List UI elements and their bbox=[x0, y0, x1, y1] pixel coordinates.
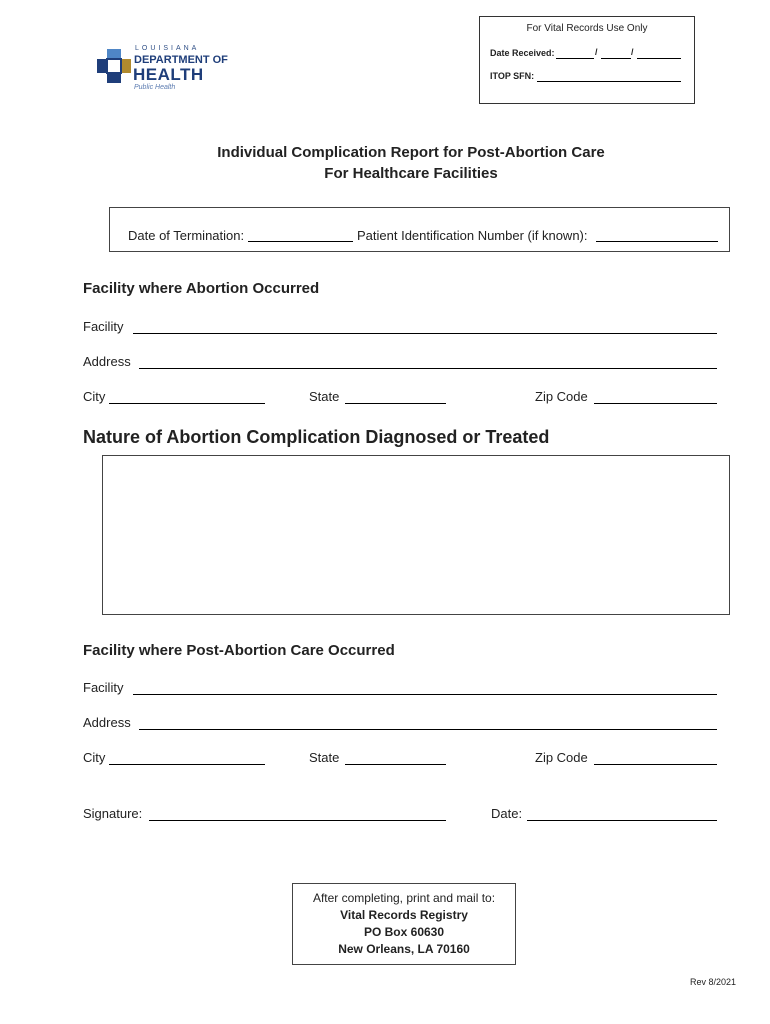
care-city-field[interactable] bbox=[109, 764, 265, 765]
city-label: City bbox=[83, 389, 106, 404]
abortion-facility-field[interactable] bbox=[133, 333, 717, 334]
care-address-field[interactable] bbox=[139, 729, 717, 730]
itop-sfn-label: ITOP SFN: bbox=[490, 71, 535, 81]
facility-label: Facility bbox=[83, 680, 124, 695]
abortion-state-field[interactable] bbox=[345, 403, 446, 404]
abortion-zip-field[interactable] bbox=[594, 403, 717, 404]
complication-textarea[interactable] bbox=[102, 455, 730, 615]
section-post-abortion-facility-heading: Facility where Post-Abortion Care Occurred bbox=[83, 642, 395, 659]
facility-label: Facility bbox=[83, 319, 124, 334]
address-label: Address bbox=[83, 715, 131, 730]
vital-records-title: For Vital Records Use Only bbox=[526, 23, 648, 34]
ldh-logo bbox=[97, 45, 237, 95]
zip-label: Zip Code bbox=[535, 389, 588, 404]
logo-text-department: DEPARTMENT OF bbox=[134, 54, 228, 66]
date-received-year-field[interactable] bbox=[637, 58, 681, 59]
abortion-city-field[interactable] bbox=[109, 403, 265, 404]
date-received-month-field[interactable] bbox=[556, 58, 594, 59]
abortion-address-field[interactable] bbox=[139, 368, 717, 369]
care-zip-field[interactable] bbox=[594, 764, 717, 765]
section-complication-heading: Nature of Abortion Complication Diagnosed or Treated bbox=[83, 427, 550, 447]
signature-label: Signature: bbox=[83, 806, 143, 821]
logo-text-public-health: Public Health bbox=[134, 84, 176, 91]
patient-id-label: Patient Identification Number (if known): bbox=[357, 228, 588, 243]
mail-city: New Orleans, LA 70160 bbox=[338, 942, 470, 956]
form-title: Individual Complication Report for Post-Abortion Care bbox=[217, 144, 605, 161]
mail-recipient: Vital Records Registry bbox=[340, 908, 468, 922]
date-of-termination-field[interactable] bbox=[248, 241, 353, 242]
logo-text-louisiana: LOUISIANA bbox=[135, 45, 200, 52]
date-separator: / bbox=[595, 47, 598, 57]
section-abortion-facility-heading: Facility where Abortion Occurred bbox=[83, 280, 320, 297]
care-state-field[interactable] bbox=[345, 764, 446, 765]
city-label: City bbox=[83, 750, 106, 765]
care-facility-field[interactable] bbox=[133, 694, 717, 695]
form-subtitle: For Healthcare Facilities bbox=[324, 165, 498, 182]
mailing-address-box bbox=[292, 883, 516, 965]
state-label: State bbox=[309, 389, 340, 404]
mail-instructions: After completing, print and mail to: bbox=[312, 891, 496, 905]
state-label: State bbox=[309, 750, 340, 765]
revision-label: Rev 8/2021 bbox=[690, 977, 737, 987]
date-received-label: Date Received: bbox=[490, 48, 555, 58]
vital-records-box bbox=[479, 16, 695, 104]
date-of-termination-label: Date of Termination: bbox=[128, 228, 245, 243]
termination-box bbox=[109, 207, 730, 252]
zip-label: Zip Code bbox=[535, 750, 588, 765]
signature-date-field[interactable] bbox=[527, 820, 717, 821]
date-separator: / bbox=[631, 47, 634, 57]
ldh-cross-icon bbox=[97, 49, 131, 85]
mail-po-box: PO Box 60630 bbox=[363, 925, 445, 939]
address-label: Address bbox=[83, 354, 131, 369]
date-received-day-field[interactable] bbox=[601, 58, 631, 59]
itop-sfn-field[interactable] bbox=[537, 81, 681, 82]
signature-field[interactable] bbox=[149, 820, 446, 821]
logo-text-health: HEALTH bbox=[133, 65, 204, 84]
patient-id-field[interactable] bbox=[596, 241, 718, 242]
date-label: Date: bbox=[491, 806, 523, 821]
